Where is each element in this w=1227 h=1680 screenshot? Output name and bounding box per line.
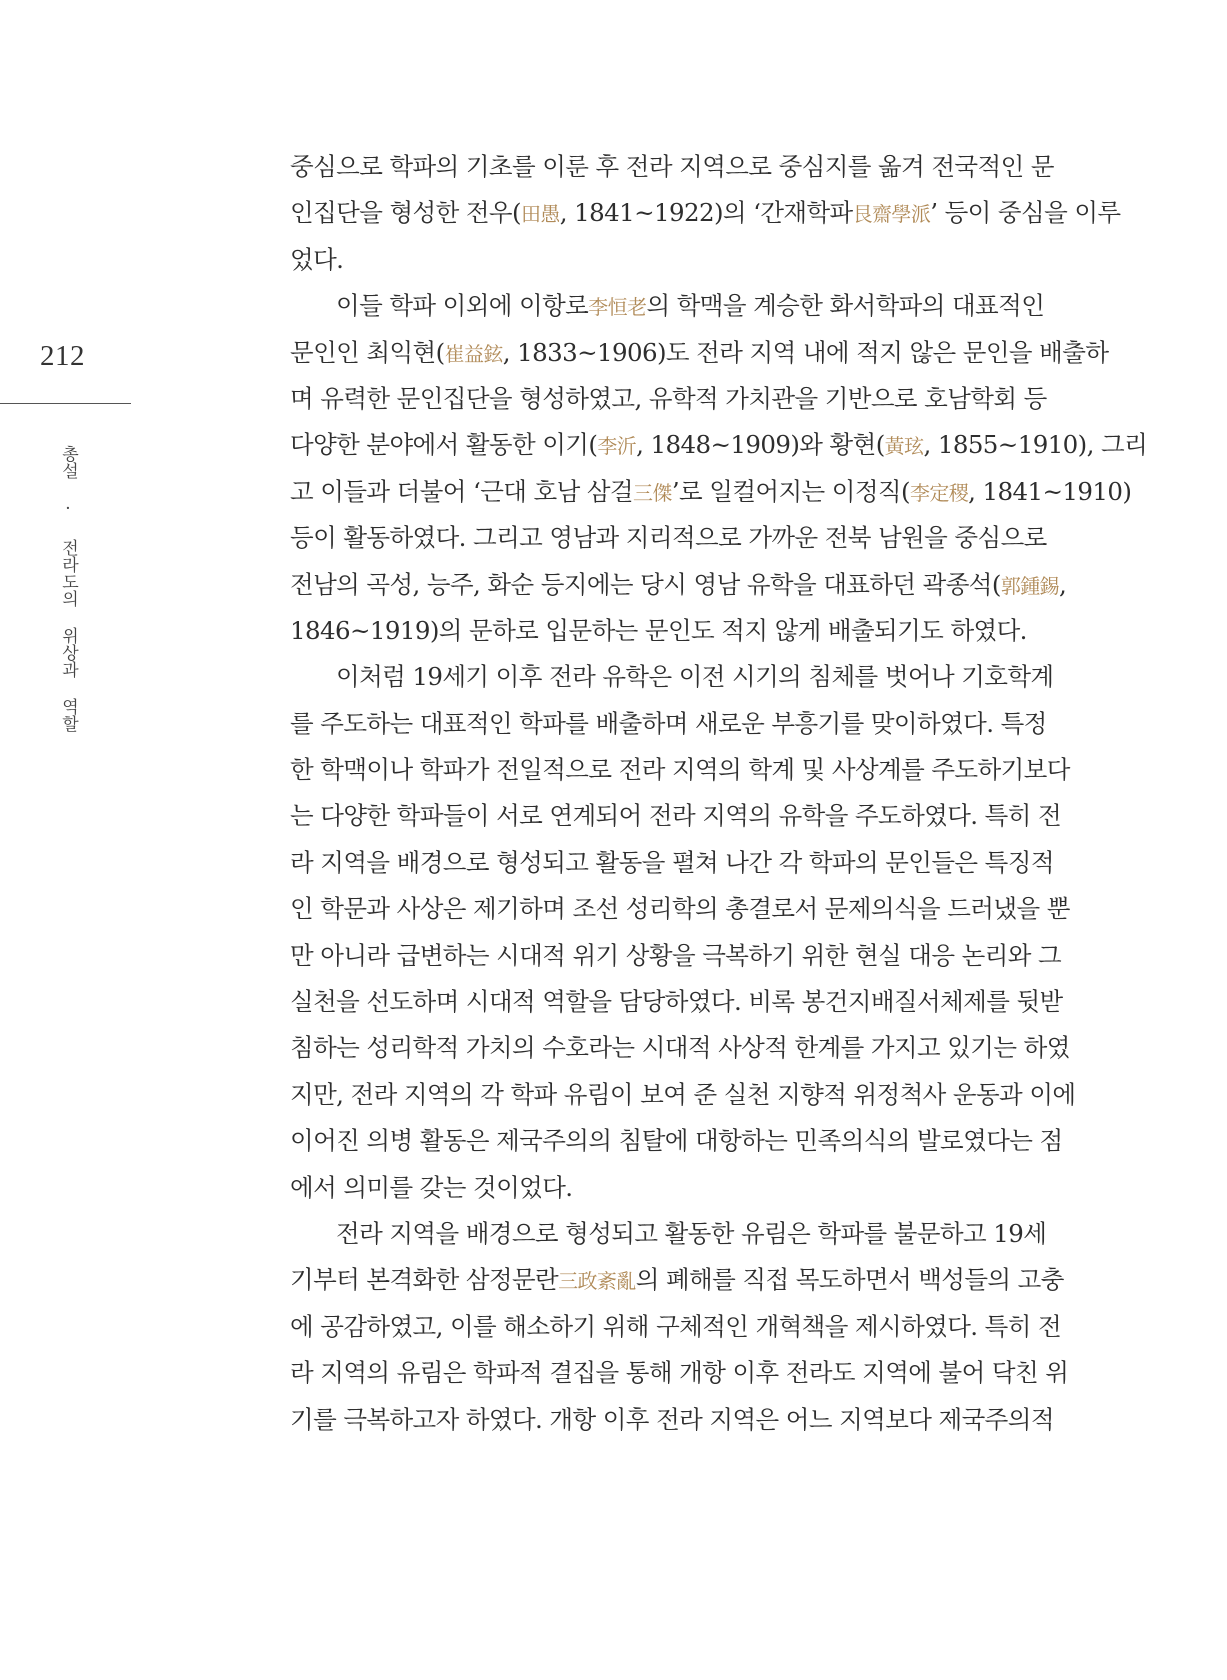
hanja-annotation: 李定稷 [909, 480, 969, 505]
text-segment: 라 지역의 유림은 학파적 결집을 통해 개항 이후 전라도 지역에 불어 닥친 위 [290, 1358, 1069, 1388]
text-segment: 인집단을 형성한 전우( [290, 198, 521, 228]
text-segment: 었다. [290, 244, 344, 274]
text-segment: 지만, 전라 지역의 각 학파 유림이 보여 준 실천 지향적 위정척사 운동과 이에 [290, 1079, 1076, 1109]
hanja-annotation: 李恒老 [588, 295, 647, 320]
text-segment: , 1841~1910) [968, 476, 1132, 506]
text-line [290, 1350, 1069, 1396]
hanja-annotation: 黃玹 [884, 434, 924, 459]
text-segment: 침하는 성리학적 가치의 수호라는 시대적 사상적 한계를 가지고 있기는 하였 [290, 1033, 1070, 1063]
text-line [290, 1397, 1054, 1443]
text-segment: , 1855~1910), 그리 [923, 430, 1148, 460]
text-segment: 1846~1919)의 문하로 입문하는 문인도 적지 않게 배출되기도 하였다. [290, 615, 1027, 645]
text-segment: , 1833~1906)도 전라 지역 내에 적지 않은 문인을 배출하 [502, 337, 1109, 367]
text-segment: 이들 학파 이외에 이항로 [336, 291, 589, 321]
running-head: 총설 · 전라도의 위상과 역할 [58, 445, 78, 732]
text-line [290, 190, 1121, 236]
text-line [290, 1118, 1063, 1164]
text-segment: 등이 활동하였다. 그리고 영남과 지리적으로 가까운 전북 남원을 중심으로 [290, 523, 1047, 553]
text-segment: 인 학문과 사상은 제기하며 조선 성리학의 총결로서 문제의식을 드러냈을 뿐 [290, 894, 1070, 924]
hanja-annotation: 郭鍾錫 [1000, 573, 1060, 598]
hanja-annotation: 李沂 [597, 434, 637, 459]
header-rule-divider [0, 403, 131, 404]
text-segment: 전라 지역을 배경으로 형성되고 활동한 유림은 학파를 불문하고 19세 [336, 1218, 1047, 1248]
text-line [290, 840, 1054, 886]
text-line [290, 654, 1054, 700]
text-line [290, 144, 1054, 190]
text-line [290, 562, 1067, 608]
text-segment: , 1848~1909)와 황현( [636, 430, 885, 460]
text-line [290, 701, 1047, 747]
text-segment: 기부터 본격화한 삼정문란 [290, 1265, 559, 1295]
text-segment: 실천을 선도하며 시대적 역할을 담당하였다. 비록 봉건지배질서체제를 뒷받 [290, 987, 1063, 1017]
text-segment: 다양한 분야에서 활동한 이기( [290, 430, 598, 460]
text-segment: 기를 극복하고자 하였다. 개항 이후 전라 지역은 어느 지역보다 제국주의적 [290, 1404, 1054, 1434]
text-line [290, 469, 1132, 515]
text-segment: 에 공감하였고, 이를 해소하기 위해 구체적인 개혁책을 제시하였다. 특히 전 [290, 1311, 1062, 1341]
text-line [290, 1072, 1076, 1118]
text-segment: , 1841~1922)의 ‘간재학파 [559, 198, 853, 228]
text-line [290, 330, 1109, 376]
text-line [290, 283, 1045, 329]
text-segment: 문인인 최익현( [290, 337, 445, 367]
text-line [290, 933, 1062, 979]
text-segment: 에서 의미를 갖는 것이었다. [290, 1172, 573, 1202]
hanja-annotation: 三政紊亂 [558, 1269, 636, 1294]
text-line [290, 979, 1063, 1025]
text-line [290, 1025, 1070, 1071]
hanja-annotation: 崔益鉉 [444, 341, 503, 366]
text-segment: 이어진 의병 활동은 제국주의의 침탈에 대항하는 민족의식의 발로였다는 점 [290, 1126, 1063, 1156]
body-text [290, 144, 1148, 1443]
hanja-annotation: 三傑 [633, 480, 672, 505]
text-line [290, 237, 1040, 283]
text-segment: 라 지역을 배경으로 형성되고 활동을 펼쳐 나간 각 학파의 문인들은 특징적 [290, 847, 1054, 877]
hanja-annotation: 田愚 [520, 202, 560, 227]
hanja-annotation: 艮齋學派 [852, 202, 931, 227]
text-segment: ’로 일컬어지는 이정직( [671, 476, 910, 506]
text-line [290, 515, 1047, 561]
text-line [290, 608, 1040, 654]
text-line [290, 747, 1070, 793]
text-line [290, 422, 1148, 468]
text-segment: 고 이들과 더불어 ‘근대 호남 삼걸 [290, 476, 633, 506]
text-line [290, 793, 1062, 839]
text-segment: 한 학맥이나 학파가 전일적으로 전라 지역의 학계 및 사상계를 주도하기보다 [290, 755, 1070, 785]
text-line [290, 1211, 1047, 1257]
page-number: 212 [40, 340, 85, 372]
text-segment: , [1059, 569, 1067, 599]
text-segment: 며 유력한 문인집단을 형성하였고, 유학적 가치관을 기반으로 호남학회 등 [290, 383, 1047, 413]
text-segment: 이처럼 19세기 이후 전라 유학은 이전 시기의 침체를 벗어나 기호학계 [336, 662, 1054, 692]
text-segment: 의 폐해를 직접 목도하면서 백성들의 고충 [635, 1265, 1064, 1295]
text-segment: ’ 등이 중심을 이루 [930, 198, 1121, 228]
text-line [290, 1304, 1062, 1350]
text-segment: 의 학맥을 계승한 화서학파의 대표적인 [646, 291, 1045, 321]
text-line [290, 1257, 1064, 1303]
text-segment: 만 아니라 급변하는 시대적 위기 상황을 극복하기 위한 현실 대응 논리와 그 [290, 940, 1062, 970]
text-line [290, 376, 1047, 422]
text-segment: 전남의 곡성, 능주, 화순 등지에는 당시 영남 유학을 대표하던 곽종석( [290, 569, 1001, 599]
text-segment: 를 주도하는 대표적인 학파를 배출하며 새로운 부흥기를 맞이하였다. 특정 [290, 708, 1047, 738]
text-line [290, 1165, 1040, 1211]
text-line [290, 886, 1070, 932]
text-segment: 는 다양한 학파들이 서로 연계되어 전라 지역의 유학을 주도하였다. 특히 전 [290, 801, 1062, 831]
text-segment: 중심으로 학파의 기초를 이룬 후 전라 지역으로 중심지를 옮겨 전국적인 문 [290, 152, 1054, 181]
